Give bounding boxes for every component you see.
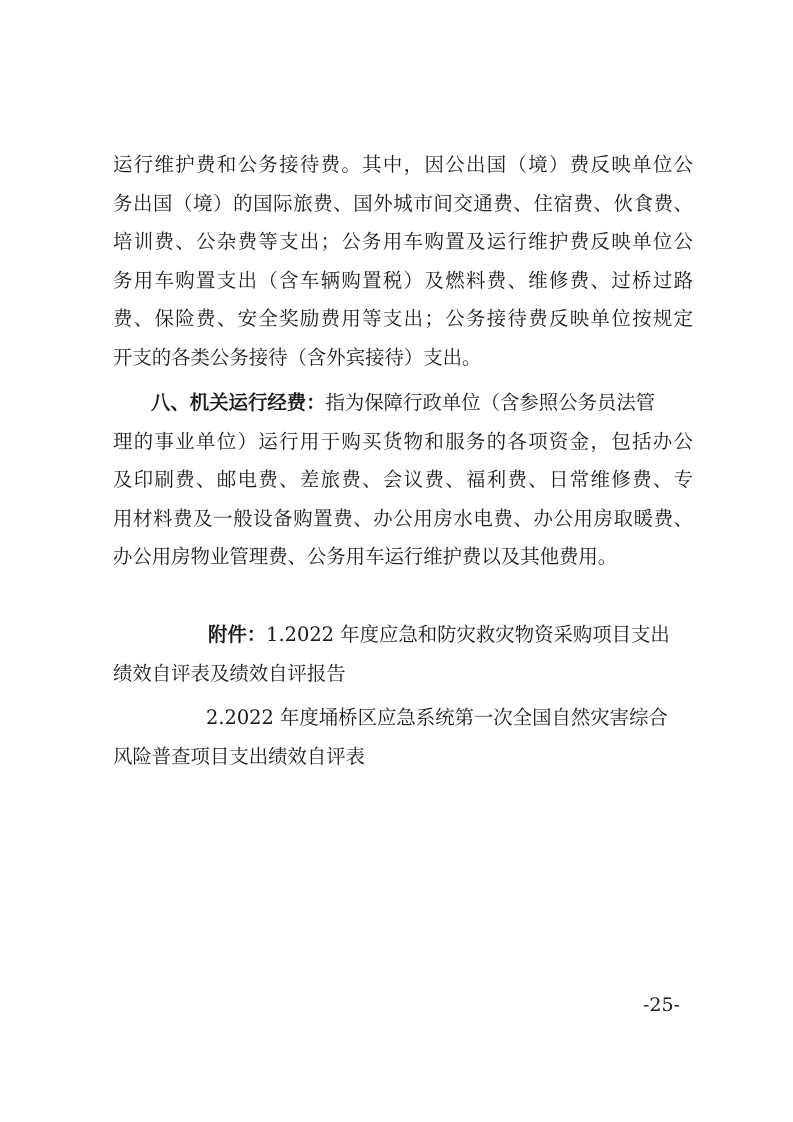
attachment-label: 附件： [208, 623, 267, 646]
paragraph-agency-operating-funds [113, 384, 693, 577]
attachment-item-2 [113, 699, 693, 776]
text-line: 风险普查项目支出绩效自评表 [113, 744, 366, 768]
attachment-title: 1.2022 年度应急和防灾救灾物资采购项目支出 [266, 623, 670, 646]
text-line: 开支的各类公务接待（含外宾接待）支出。 [113, 345, 482, 369]
text-line: 务出国（境）的国际旅费、国外城市间交通费、住宿费、伙食费、 [113, 191, 693, 215]
text-line: 理的事业单位）运行用于购买货物和服务的各项资金，包括办公 [113, 429, 693, 453]
text-line: 务用车购置支出（含车辆购置税）及燃料费、维修费、过桥过路 [113, 268, 693, 292]
text-line: 绩效自评表及绩效自评报告 [113, 661, 346, 685]
text-line: 费、保险费、安全奖励费用等支出；公务接待费反映单位按规定 [113, 307, 693, 331]
text-line [113, 384, 693, 423]
attachment-item-1 [113, 616, 693, 693]
text-line: 运行维护费和公务接待费。其中，因公出国（境）费反映单位公 [113, 153, 693, 176]
page-number: -25- [643, 994, 681, 1016]
paragraph-expense-definitions [113, 146, 693, 378]
text-line: 培训费、公杂费等支出；公务用车购置及运行维护费反映单位公 [113, 230, 693, 254]
text-line: 用材料费及一般设备购置费、办公用房水电费、办公用房取暖费、 [113, 506, 693, 530]
section-heading: 八、机关运行经费： [151, 391, 326, 414]
heading-continuation: 指为保障行政单位（含参照公务员法管 [325, 391, 656, 414]
text-line: 2.2022 年度埇桥区应急系统第一次全国自然灾害综合 [206, 706, 668, 729]
text-line: 办公用房物业管理费、公务用车运行维护费以及其他费用。 [113, 545, 618, 569]
text-line [113, 616, 693, 655]
text-line: 及印刷费、邮电费、差旅费、会议费、福利费、日常维修费、专 [113, 468, 693, 492]
